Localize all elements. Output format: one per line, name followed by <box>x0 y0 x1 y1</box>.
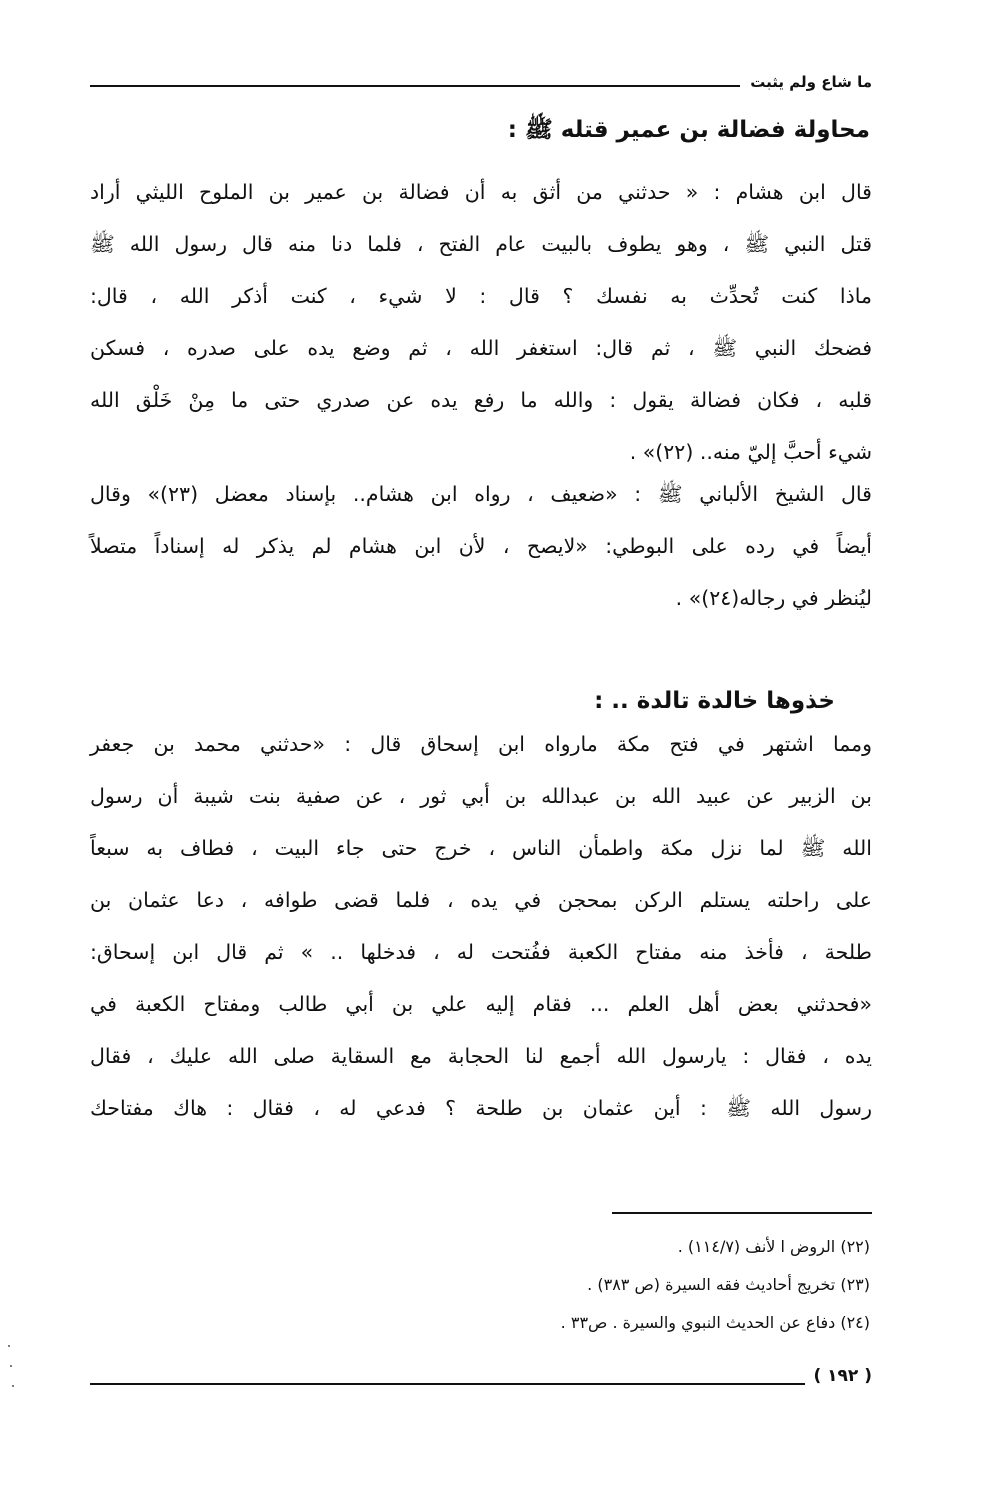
footnote-separator <box>612 1212 872 1214</box>
text-line: «فحدثني بعض أهل العلم ... فقام إليه علي بن أبي طالب ومفتاح الكعبة في <box>90 992 872 1016</box>
text-line: أيضاً في رده على البوطي: «لايصح ، لأن ابن هشام لم يذكر له إسناداً متصلاً <box>90 534 872 558</box>
footnotes <box>561 1228 870 1342</box>
footnote-24: (٢٤) دفاع عن الحديث النبوي والسيرة . ص٣٣ . <box>560 1313 870 1332</box>
text-line: على راحلته يستلم الركن بمحجن في يده ، فلما قضى طوافه ، دعا عثمان بن <box>90 888 872 912</box>
text-line: بن الزبير عن عبيد الله بن عبدالله بن أبي ثور ، عن صفية بنت شيبة أن رسول <box>90 784 872 808</box>
footer-rule <box>90 1383 805 1385</box>
text-line: رسول الله ﷺ : أين عثمان بن طلحة ؟ فدعي له ، فقال : هاك مفتاحك <box>90 1096 872 1120</box>
text-line: قتل النبي ﷺ ، وهو يطوف بالبيت عام الفتح ، فلما دنا منه قال رسول الله ﷺ <box>90 232 872 256</box>
footnote-23: (٢٣) تخريج أحاديث فقه السيرة (ص ٣٨٣) . <box>587 1275 870 1294</box>
paragraph-albani <box>90 468 872 624</box>
footnote-22: (٢٢) الروض ا لأنف (١١٤/٧) . <box>677 1237 870 1256</box>
scan-speck <box>10 1365 12 1367</box>
scan-speck <box>12 1385 14 1387</box>
text-line: ماذا كنت تُحدِّث به نفسك ؟ قال : لا شيء ، كنت أذكر الله ، قال: <box>90 284 872 308</box>
section-heading-khudhuha: خذوها خالدة تالدة .. : <box>594 688 835 714</box>
paragraph-ibn-hisham <box>90 166 872 478</box>
text-line: قال ابن هشام : « حدثني من أثق به أن فضالة بن عمير بن الملوح الليثي أراد <box>90 180 872 204</box>
paragraph-ibn-ishaq <box>90 718 872 1134</box>
header-rule <box>90 85 740 87</box>
text-line: قلبه ، فكان فضالة يقول : والله ما رفع يده عن صدري حتى ما مِنْ خَلْق الله <box>90 388 872 412</box>
section-heading-fadala: محاولة فضالة بن عمير قتله ﷺ : <box>507 117 870 143</box>
text-line: قال الشيخ الألباني ﷺ : «ضعيف ، رواه ابن هشام.. بإسناد معضل (٢٣)» وقال <box>90 482 872 506</box>
text-line: فضحك النبي ﷺ ، ثم قال: استغفر الله ، ثم وضع يده على صدره ، فسكن <box>90 336 872 360</box>
page-footer <box>90 1358 872 1394</box>
text-line: شيء أحبَّ إليّ منه.. (٢٢)» . <box>629 440 872 464</box>
text-line: ومما اشتهر في فتح مكة مارواه ابن إسحاق قال : «حدثني محمد بن جعفر <box>90 732 872 756</box>
page-number: ( ١٩٢ ) <box>813 1366 872 1386</box>
text-line: طلحة ، فأخذ منه مفتاح الكعبة ففُتحت له ، فدخلها .. » ثم قال ابن إسحاق: <box>90 940 872 964</box>
text-line: الله ﷺ لما نزل مكة واطمأن الناس ، خرج حتى جاء البيت ، فطاف به سبعاً <box>90 836 872 860</box>
running-header <box>90 62 872 102</box>
running-title: ما شاع ولم يثبت <box>750 73 872 91</box>
text-line: يده ، فقال : يارسول الله أجمع لنا الحجابة مع السقاية صلى الله عليك ، فقال <box>90 1044 872 1068</box>
scan-speck <box>8 1345 10 1347</box>
text-line: ليُنظر في رجاله(٢٤)» . <box>675 586 872 610</box>
